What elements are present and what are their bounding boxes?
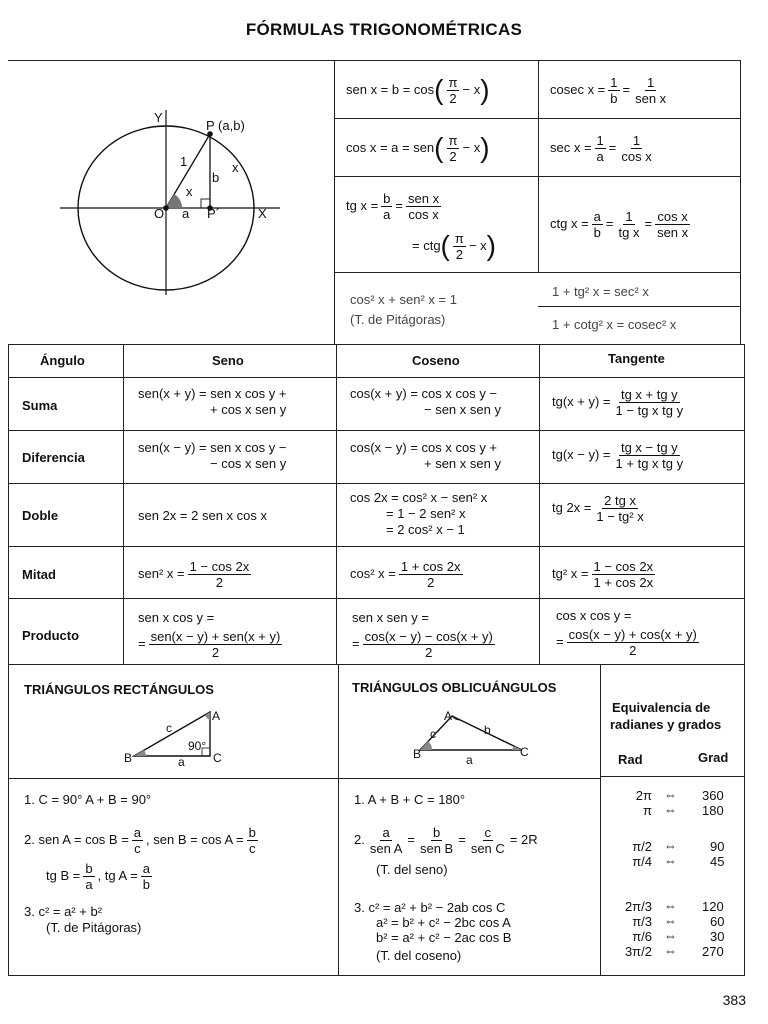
rect-vertex-b: B: [124, 751, 133, 765]
doble-tangente: tg 2x = $\frac{\text{2 tg x}}{\text{1 − tg² x}}$: [552, 492, 644, 524]
formula-sec: sec x = $\frac{1}{a}$ = $\frac{1}{\text{cos x}}$: [550, 132, 652, 164]
grad-value: 30: [710, 929, 725, 944]
rect-formula-2b: tg B = $\frac{b}{a}$ , tg A = $\frac{a}{b}$: [46, 860, 150, 892]
axis-y-label: Y: [154, 110, 163, 125]
obl-title: TRIÁNGULOS OBLICUÁNGULOS: [352, 680, 557, 695]
equiv-arrow: ⇔: [664, 943, 677, 958]
rect-side-a: a: [178, 755, 185, 769]
rad-value: 3π/2: [624, 944, 652, 959]
obl-formula-3-1: 3. c² = a² + b² − 2ab cos C: [354, 900, 506, 915]
rect-formula-2: 2. sen A = cos B = $\frac{a}{c}$ , sen B = cos A = $\frac{b}{c}$: [24, 824, 256, 856]
producto-tangente: = $\frac{\cos(x - y) + \cos(x + y)}{2}$: [556, 626, 697, 658]
divider: [744, 344, 745, 664]
grad-value: 90: [710, 839, 725, 854]
diferencia-seno-2: − cos x sen y: [210, 456, 287, 471]
diferencia-coseno-2: + sen x sen y: [424, 456, 501, 471]
obl-formula-3-2: a² = b² + c² − 2bc cos A: [376, 915, 511, 930]
obl-formula-3-3: b² = a² + c² − 2ac cos B: [376, 930, 512, 945]
producto-seno-top: sen x cos y =: [138, 610, 215, 625]
divider: [8, 598, 744, 599]
diferencia-seno-1: sen(x − y) = sen x cos y −: [138, 440, 287, 455]
equiv-arrow: ⇔: [664, 853, 677, 868]
pitagoras-note: (T. de Pitágoras): [350, 312, 446, 327]
point-pprime-label: P´: [207, 206, 220, 221]
pitagoras-eq: cos² x + sen² x = 1: [350, 292, 457, 307]
divider: [740, 60, 741, 344]
pitagoras-sec: 1 + tg² x = sec² x: [552, 284, 649, 299]
suma-seno-2: + cos x sen y: [210, 402, 287, 417]
obl-side-b: b: [484, 723, 491, 737]
header-angulo: Ángulo: [40, 353, 85, 368]
rect-vertex-c: C: [213, 751, 222, 765]
equiv-title-1: Equivalencia de: [612, 700, 711, 715]
rect-formula-3-note: (T. de Pitágoras): [46, 920, 142, 935]
equiv-arrow: ⇔: [664, 838, 677, 853]
header-coseno: Coseno: [412, 353, 460, 368]
producto-coseno: = $\frac{\cos(x - y) - \cos(x + y)}{2}$: [352, 628, 493, 660]
divider: [336, 344, 337, 664]
grad-value: 270: [702, 944, 724, 959]
rad-value: π/4: [632, 854, 652, 869]
divider: [8, 60, 740, 61]
obl-vertex-b: B: [413, 747, 422, 761]
header-seno: Seno: [212, 353, 244, 368]
angle-x-label: x: [186, 184, 193, 199]
grad-value: 60: [710, 914, 725, 929]
divider: [8, 778, 600, 779]
divider: [123, 344, 124, 664]
suma-coseno-2: − sen x sen y: [424, 402, 501, 417]
grad-value: 360: [702, 788, 724, 803]
suma-coseno-1: cos(x + y) = cos x cos y −: [350, 386, 498, 401]
obl-formula-1: 1. A + B + C = 180°: [354, 792, 466, 807]
suma-tangente: tg(x + y) = $\frac{\text{tg x + tg y}}{\text{1 − tg x tg y}}$: [552, 386, 684, 418]
obl-vertex-c: C: [520, 745, 529, 759]
obl-formula-2-note: (T. del seno): [376, 862, 448, 877]
obl-formula-2: 2. $\frac{a}{\text{sen A}}$ = $\frac{b}{\text{sen B}}$ = $\frac{c}{\text{sen C}}$ = 2R: [354, 824, 538, 856]
equiv-arrow: ⇔: [664, 913, 677, 928]
axis-x-label: X: [258, 206, 267, 221]
mitad-seno: sen² x = $\frac{1 - \cos 2x}{2}$: [138, 558, 250, 590]
page-number: 383: [722, 992, 746, 1008]
formula-cos: cos x = a = sen ( $\frac{\pi}{2}$ − x ): [346, 132, 490, 164]
equiv-arrow: ⇔: [664, 898, 677, 913]
producto-tangente-top: cos x cos y =: [556, 608, 632, 623]
row-label-diferencia: Diferencia: [22, 450, 85, 465]
obl-side-a: a: [466, 753, 473, 767]
point-p-label: P (a,b): [206, 118, 245, 133]
rect-vertex-a: A: [212, 709, 221, 723]
mitad-coseno: cos² x = $\frac{1 + \cos 2x}{2}$: [350, 558, 461, 590]
suma-seno-1: sen(x + y) = sen x cos y +: [138, 386, 287, 401]
producto-seno: = $\frac{\text{sen(x − y) + sen(x + y)}}{2}$: [138, 628, 281, 660]
row-label-doble: Doble: [22, 508, 59, 523]
rect-angle: 90°: [188, 739, 207, 753]
formula-sen: sen x = b = cos ( $\frac{\pi}{2}$ − x ): [346, 74, 490, 106]
rad-value: 2π: [635, 788, 652, 803]
row-label-mitad: Mitad: [22, 567, 56, 582]
divider: [8, 483, 744, 484]
doble-seno: sen 2x = 2 sen x cos x: [138, 508, 267, 523]
divider: [8, 664, 9, 976]
divider: [600, 664, 601, 976]
divider: [334, 272, 740, 273]
divider: [8, 344, 9, 664]
producto-coseno-top: sen x sen y =: [352, 610, 429, 625]
formula-cosec: cosec x = $\frac{1}{b}$ = $\frac{1}{\text{sen x}}$: [550, 74, 667, 106]
rect-title: TRIÁNGULOS RECTÁNGULOS: [24, 682, 214, 697]
doble-coseno-1: cos 2x = cos² x − sen² x: [350, 490, 488, 505]
pitagoras-cosec: 1 + cotg² x = cosec² x: [552, 317, 677, 332]
header-tangente: Tangente: [608, 351, 665, 366]
grad-value: 180: [702, 803, 724, 818]
divider: [8, 975, 744, 976]
equiv-arrow: ⇔: [664, 802, 677, 817]
origin-label: O: [154, 206, 165, 221]
side-a-label: a: [182, 206, 190, 221]
arc-x-label: x: [232, 160, 239, 175]
doble-coseno-2: = 1 − 2 sen² x: [386, 506, 466, 521]
formula-tg-ctg: = ctg ( $\frac{\pi}{2}$ − x ): [412, 230, 496, 262]
rad-value: π/3: [632, 914, 652, 929]
equiv-title-2: radianes y grados: [610, 717, 722, 732]
rad-value: π/2: [632, 839, 652, 854]
side-b-label: b: [212, 170, 220, 185]
equiv-col-grad: Grad: [698, 750, 729, 765]
divider: [539, 344, 540, 664]
grad-value: 45: [710, 854, 725, 869]
row-label-producto: Producto: [22, 628, 80, 643]
divider: [600, 776, 744, 777]
page-title: FÓRMULAS TRIGONOMÉTRICAS: [245, 20, 523, 39]
rect-side-c: c: [166, 721, 172, 735]
equiv-col-rad: Rad: [618, 752, 643, 767]
divider: [338, 664, 339, 976]
divider: [334, 60, 335, 344]
divider: [538, 60, 539, 272]
rect-formula-1: 1. C = 90° A + B = 90°: [24, 792, 152, 807]
divider: [8, 344, 744, 345]
mitad-tangente: tg² x = $\frac{1 - \cos 2x}{1 + \cos 2x}$: [552, 558, 654, 590]
divider: [334, 118, 740, 119]
divider: [538, 306, 740, 307]
formula-tg: tg x = $\frac{b}{a}$ = $\frac{\text{sen x}}{\text{cos x}}$: [346, 190, 440, 222]
formula-ctg: ctg x = $\frac{a}{b}$ = $\frac{1}{\text{tg x}}$ = $\frac{\text{cos x}}{\text{sen x}}$: [550, 208, 689, 240]
divider: [8, 546, 744, 547]
diferencia-tangente: tg(x − y) = $\frac{\text{tg x − tg y}}{\text{1 + tg x tg y}}$: [552, 439, 684, 471]
divider: [8, 430, 744, 431]
obl-side-c: c: [430, 727, 436, 741]
equiv-arrow: ⇔: [664, 928, 677, 943]
doble-coseno-3: = 2 cos² x − 1: [386, 522, 465, 537]
grad-value: 120: [702, 899, 724, 914]
rad-value: π: [643, 803, 652, 818]
divider: [744, 664, 745, 976]
row-label-suma: Suma: [22, 398, 58, 413]
rad-value: π/6: [632, 929, 652, 944]
diferencia-coseno-1: cos(x − y) = cos x cos y +: [350, 440, 498, 455]
divider: [8, 377, 744, 378]
rad-value: 2π/3: [624, 899, 652, 914]
radius-label: 1: [180, 154, 188, 169]
rect-formula-3: 3. c² = a² + b²: [24, 904, 103, 919]
obl-formula-3-note: (T. del coseno): [376, 948, 462, 963]
divider: [334, 176, 740, 177]
divider: [8, 664, 744, 665]
obl-vertex-a: A: [444, 709, 453, 723]
equiv-arrow: ⇔: [664, 787, 677, 802]
unit-circle-diagram: [60, 100, 300, 300]
